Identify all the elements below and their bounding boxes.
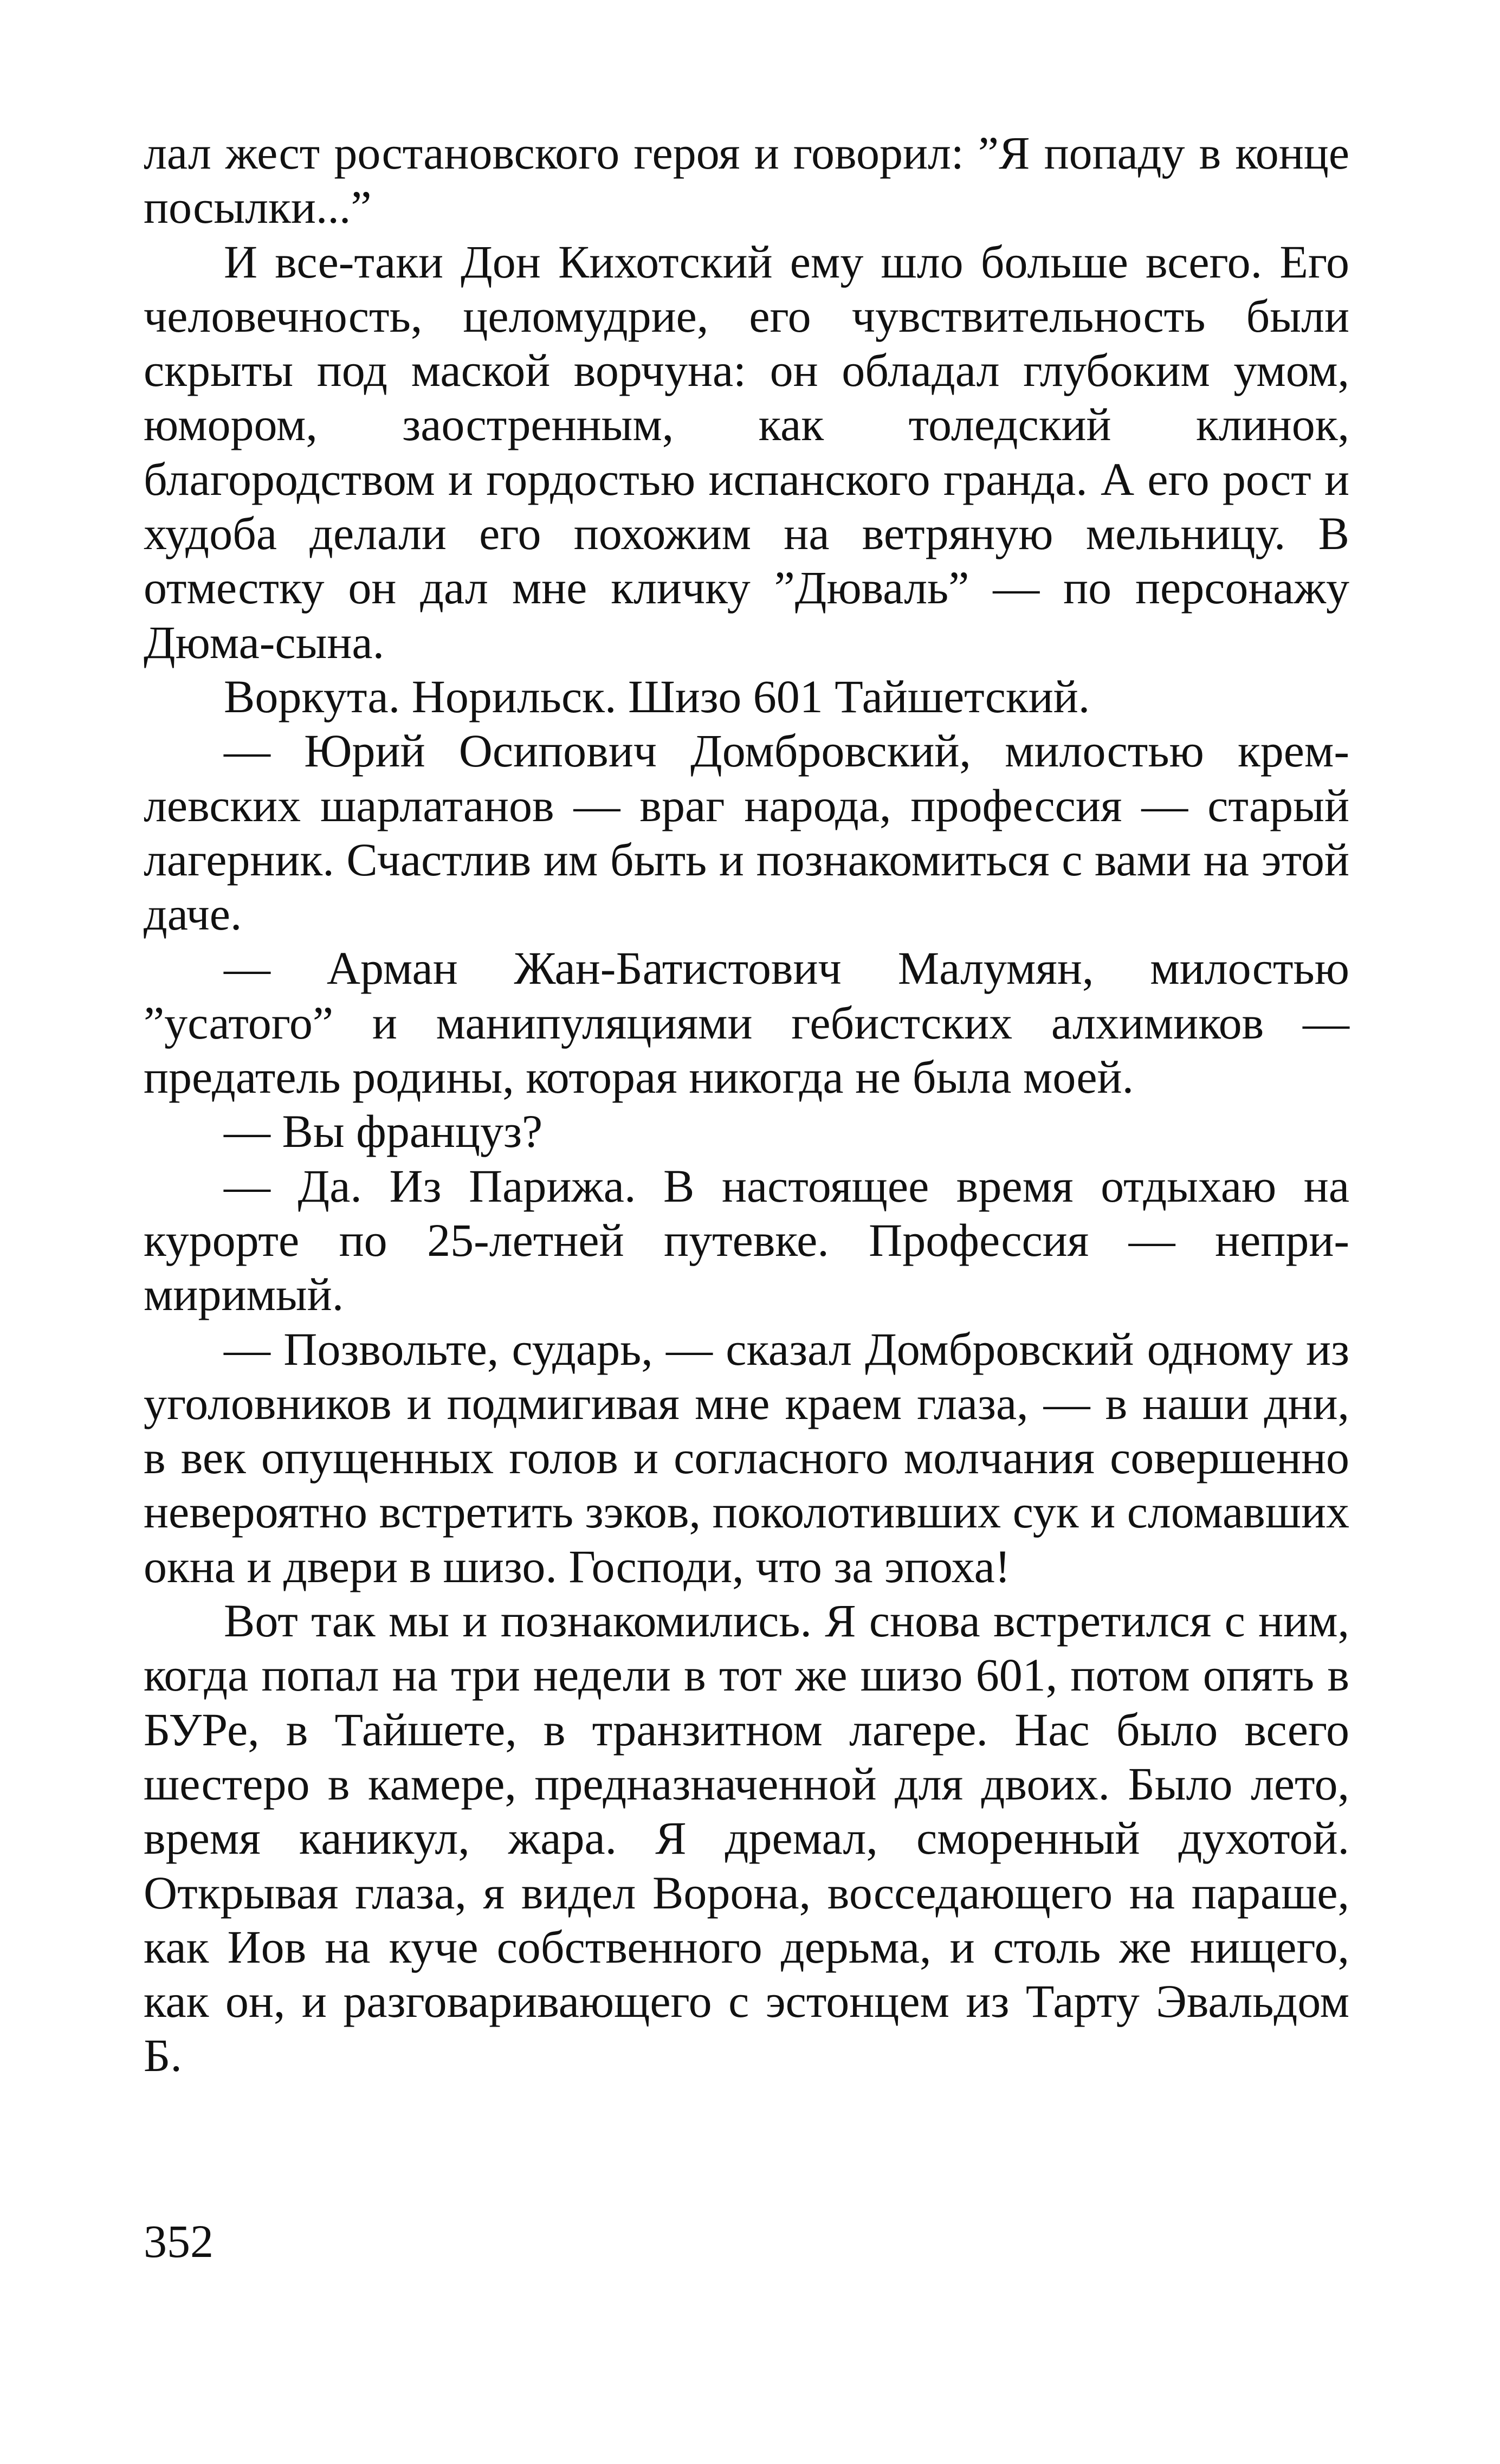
paragraph-continuation: лал жест ростановского героя и говорил: ”Я попаду в конце посылки...” (144, 127, 1349, 234)
dialogue-answer: — Да. Из Парижа. В настоящее время отдыхаю на курорте по 25-летней путевке. Профессия — непримиримый. (144, 1159, 1349, 1321)
body-text (144, 126, 1349, 2083)
dialogue-dombrovsky-remark: — Позвольте, сударь, — сказал Домбровский одному из уголовников и подмигивая мне краем глаза, — в наши дни, в век опущенных голов и согласного молчания совершенно невероятно встретить зэков, поколотивших сук и сломавших окна и двери в шизо. Господи, что за эпоха! (144, 1323, 1349, 1592)
paragraph-acquaintance: Вот так мы и познакомились. Я снова встретился с ним, когда попал на три недели в тот же шизо 601, потом опять в БУРе, в Тайшете, в транзитном лагере. Нас было всего шестеро в камере, предназначенной для двоих. Было лето, время каникул, жара. Я дремал, сморенный духотой. Открывая глаза, я видел Ворона, восседающего на параше, как Иов на куче собственного дерьма, и столь же нищего, как он, и разговаривающего с эстонцем из Тарту Эвальдом Б. (144, 1595, 1349, 2082)
dialogue-malumyan-intro: — Арман Жан-Батистович Малумян, милостью ”усатого” и манипуляциями гебистских алхимиков — предатель родины, которая никогда не была моей. (144, 942, 1349, 1104)
page-number: 352 (144, 2215, 214, 2267)
paragraph-don-quixote: И все-таки Дон Кихотский ему шло больше всего. Его человечность, целомудрие, его чувствительность были скрыты под маской ворчуна: он обладал глубоким умом, юмором, заостренным, как толедский клинок, благородством и гордостью испанского гранда. А его рост и худоба делали его похожим на ветряную мельницу. В отместку он дал мне кличку ”Дюваль” — по персонажу Дюма-сына. (144, 235, 1349, 668)
dialogue-dombrovsky-intro: — Юрий Осипович Домбровский, милостью кремлевских шарлатанов — враг народа, профессия — старый лагерник. Счастлив им быть и познакомиться с вами на этой даче. (144, 725, 1349, 940)
dialogue-question: — Вы француз? (224, 1105, 543, 1158)
paragraph-places: Воркута. Норильск. Шизо 601 Тайшетский. (224, 670, 1090, 723)
